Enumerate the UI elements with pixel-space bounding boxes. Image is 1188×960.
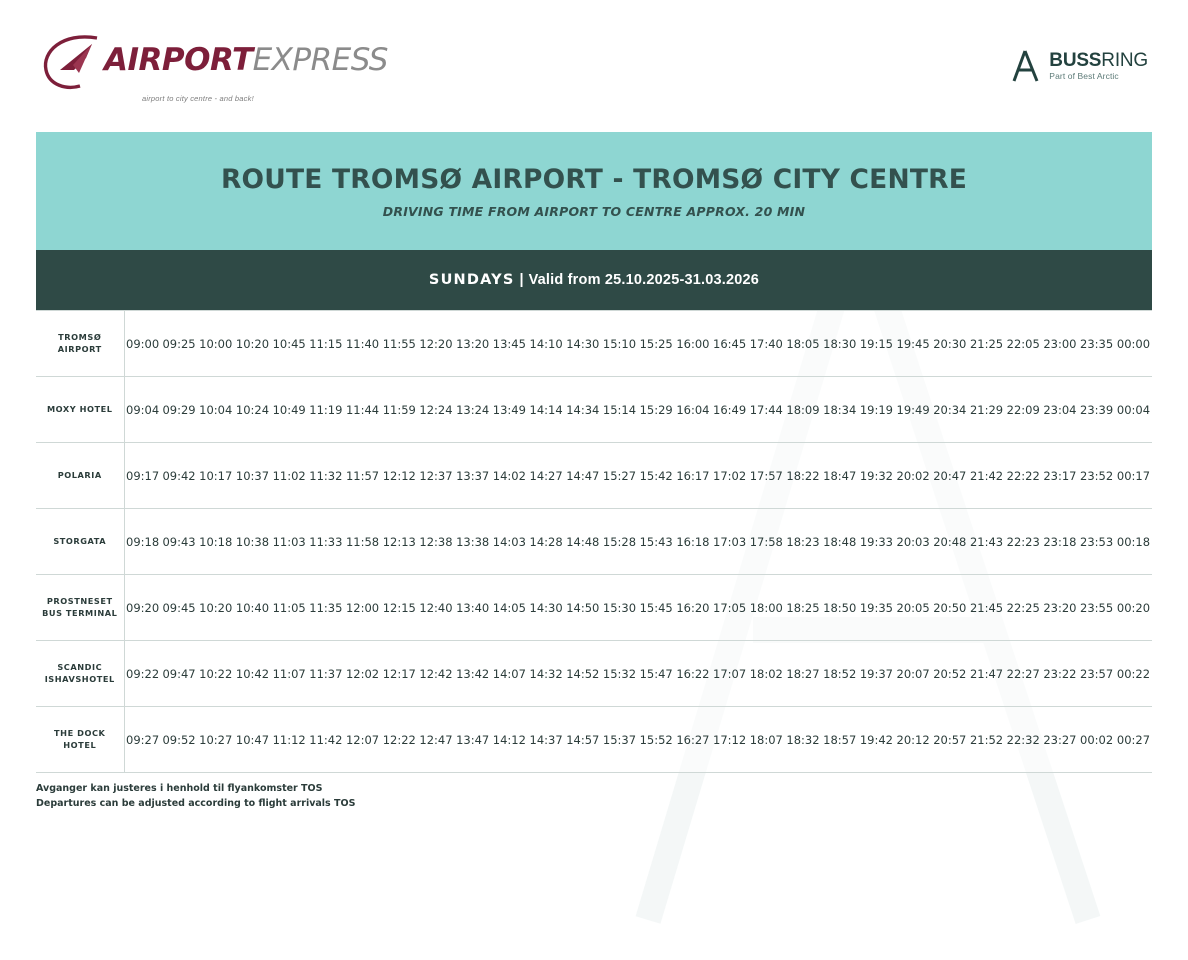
- footnote: [36, 782, 1152, 811]
- departure-time-cell: 15:10: [601, 311, 638, 377]
- departure-time-cell: 20:05: [895, 575, 932, 641]
- departure-time-cell: 17:57: [748, 443, 785, 509]
- departure-time-cell: 11:35: [308, 575, 345, 641]
- departure-time-cell: 21:29: [968, 377, 1005, 443]
- departure-time-cell: 17:03: [711, 509, 748, 575]
- departure-time-cell: 22:27: [1005, 641, 1042, 707]
- departure-time-cell: 22:09: [1005, 377, 1042, 443]
- departure-time-cell: 18:25: [785, 575, 822, 641]
- departure-time-cell: 11:12: [271, 707, 308, 773]
- departure-time-cell: 09:20: [124, 575, 161, 641]
- departure-time-cell: 13:45: [491, 311, 528, 377]
- departure-time-cell: 09:22: [124, 641, 161, 707]
- departure-time-cell: 00:20: [1115, 575, 1152, 641]
- bussring-name-bold: BUSS: [1049, 50, 1102, 72]
- departure-time-cell: 15:37: [601, 707, 638, 773]
- departure-time-cell: 16:49: [711, 377, 748, 443]
- departure-time-cell: 11:58: [344, 509, 381, 575]
- departure-time-cell: 11:15: [308, 311, 345, 377]
- departure-time-cell: 21:52: [968, 707, 1005, 773]
- departure-time-cell: 14:02: [491, 443, 528, 509]
- departure-time-cell: 19:42: [858, 707, 895, 773]
- departure-time-cell: 11:02: [271, 443, 308, 509]
- bussring-name-thin: RING: [1101, 50, 1148, 72]
- departure-time-cell: 23:27: [1042, 707, 1079, 773]
- departure-time-cell: 10:47: [234, 707, 271, 773]
- departure-time-cell: 14:10: [528, 311, 565, 377]
- departure-time-cell: 13:20: [454, 311, 491, 377]
- departure-time-cell: 18:05: [785, 311, 822, 377]
- departure-time-cell: 15:42: [638, 443, 675, 509]
- departure-time-cell: 14:03: [491, 509, 528, 575]
- departure-time-cell: 23:53: [1078, 509, 1115, 575]
- departure-time-cell: 11:03: [271, 509, 308, 575]
- departure-time-cell: 11:44: [344, 377, 381, 443]
- departure-time-cell: 15:29: [638, 377, 675, 443]
- departure-time-cell: 18:52: [821, 641, 858, 707]
- departure-time-cell: 20:48: [931, 509, 968, 575]
- departure-time-cell: 11:55: [381, 311, 418, 377]
- departure-time-cell: 15:32: [601, 641, 638, 707]
- logo-word-express: EXPRESS: [252, 42, 388, 78]
- a-mark-icon: [1011, 49, 1041, 83]
- departure-time-cell: 14:07: [491, 641, 528, 707]
- departure-time-cell: 09:52: [161, 707, 198, 773]
- departure-time-cell: 10:37: [234, 443, 271, 509]
- departure-time-cell: 15:14: [601, 377, 638, 443]
- departure-time-cell: 22:22: [1005, 443, 1042, 509]
- departure-time-cell: 12:42: [418, 641, 455, 707]
- departure-time-cell: 12:24: [418, 377, 455, 443]
- departure-time-cell: 09:04: [124, 377, 161, 443]
- table-row: [36, 707, 1152, 773]
- departure-time-cell: 15:52: [638, 707, 675, 773]
- departure-time-cell: 11:32: [308, 443, 345, 509]
- departure-time-cell: 00:18: [1115, 509, 1152, 575]
- departure-time-cell: 10:27: [197, 707, 234, 773]
- departure-time-cell: 14:50: [564, 575, 601, 641]
- table-row: [36, 575, 1152, 641]
- departure-time-cell: 23:52: [1078, 443, 1115, 509]
- departure-time-cell: 17:05: [711, 575, 748, 641]
- departure-time-cell: 14:57: [564, 707, 601, 773]
- departure-time-cell: 18:32: [785, 707, 822, 773]
- airport-express-logo: [40, 30, 388, 103]
- departure-time-cell: 16:18: [675, 509, 712, 575]
- departure-time-cell: 23:22: [1042, 641, 1079, 707]
- departure-time-cell: 09:29: [161, 377, 198, 443]
- departure-time-cell: 17:07: [711, 641, 748, 707]
- departure-time-cell: 12:38: [418, 509, 455, 575]
- departure-time-cell: 00:00: [1115, 311, 1152, 377]
- departure-time-cell: 18:22: [785, 443, 822, 509]
- departure-time-cell: 14:12: [491, 707, 528, 773]
- departure-time-cell: 14:34: [564, 377, 601, 443]
- departure-time-cell: 13:42: [454, 641, 491, 707]
- departure-time-cell: 11:05: [271, 575, 308, 641]
- departure-time-cell: 21:25: [968, 311, 1005, 377]
- departure-time-cell: 15:28: [601, 509, 638, 575]
- departure-time-cell: 10:49: [271, 377, 308, 443]
- departure-time-cell: 10:00: [197, 311, 234, 377]
- timetable-body: [36, 311, 1152, 773]
- departure-time-cell: 19:15: [858, 311, 895, 377]
- departure-time-cell: 00:02: [1078, 707, 1115, 773]
- departure-time-cell: 19:33: [858, 509, 895, 575]
- departure-time-cell: 12:40: [418, 575, 455, 641]
- table-row: [36, 641, 1152, 707]
- page-header: [36, 0, 1152, 132]
- stop-name-cell: SCANDIC ISHAVSHOTEL: [36, 641, 124, 707]
- departure-time-cell: 17:40: [748, 311, 785, 377]
- departure-time-cell: 14:37: [528, 707, 565, 773]
- departure-time-cell: 20:34: [931, 377, 968, 443]
- departure-time-cell: 21:42: [968, 443, 1005, 509]
- departure-time-cell: 16:04: [675, 377, 712, 443]
- departure-time-cell: 13:49: [491, 377, 528, 443]
- departure-time-cell: 18:57: [821, 707, 858, 773]
- departure-time-cell: 15:43: [638, 509, 675, 575]
- departure-time-cell: 00:27: [1115, 707, 1152, 773]
- stop-name-cell: POLARIA: [36, 443, 124, 509]
- departure-time-cell: 12:00: [344, 575, 381, 641]
- departure-time-cell: 13:40: [454, 575, 491, 641]
- departure-time-cell: 22:25: [1005, 575, 1042, 641]
- departure-time-cell: 10:18: [197, 509, 234, 575]
- departure-time-cell: 14:47: [564, 443, 601, 509]
- departure-time-cell: 12:12: [381, 443, 418, 509]
- departure-time-cell: 17:58: [748, 509, 785, 575]
- departure-time-cell: 09:17: [124, 443, 161, 509]
- departure-time-cell: 18:23: [785, 509, 822, 575]
- footnote-line-no: Avganger kan justeres i henhold til flyankomster TOS: [36, 783, 323, 794]
- validity-range: Valid from 25.10.2025-31.03.2026: [528, 272, 760, 288]
- departure-time-cell: 14:05: [491, 575, 528, 641]
- departure-time-cell: 23:20: [1042, 575, 1079, 641]
- departure-time-cell: 00:22: [1115, 641, 1152, 707]
- departure-time-cell: 10:20: [197, 575, 234, 641]
- departure-time-cell: 10:38: [234, 509, 271, 575]
- departure-time-cell: 19:45: [895, 311, 932, 377]
- logo-tagline: airport to city centre - and back!: [142, 93, 254, 103]
- departure-time-cell: 18:07: [748, 707, 785, 773]
- departure-time-cell: 23:17: [1042, 443, 1079, 509]
- departure-time-cell: 15:30: [601, 575, 638, 641]
- departure-time-cell: 10:20: [234, 311, 271, 377]
- departure-time-cell: 11:59: [381, 377, 418, 443]
- departure-time-cell: 17:02: [711, 443, 748, 509]
- departure-time-cell: 22:32: [1005, 707, 1042, 773]
- departure-time-cell: 23:18: [1042, 509, 1079, 575]
- departure-time-cell: 20:02: [895, 443, 932, 509]
- departure-time-cell: 18:30: [821, 311, 858, 377]
- departure-time-cell: 09:45: [161, 575, 198, 641]
- departure-time-cell: 10:45: [271, 311, 308, 377]
- stop-name-cell: STORGATA: [36, 509, 124, 575]
- departure-time-cell: 12:17: [381, 641, 418, 707]
- departure-time-cell: 10:22: [197, 641, 234, 707]
- departure-time-cell: 14:27: [528, 443, 565, 509]
- departure-time-cell: 16:45: [711, 311, 748, 377]
- departure-time-cell: 16:27: [675, 707, 712, 773]
- departure-time-cell: 16:00: [675, 311, 712, 377]
- departure-time-cell: 18:50: [821, 575, 858, 641]
- table-row: [36, 443, 1152, 509]
- departure-time-cell: 10:24: [234, 377, 271, 443]
- service-days: SUNDAYS: [428, 272, 515, 288]
- departure-time-cell: 16:20: [675, 575, 712, 641]
- departure-time-cell: 20:50: [931, 575, 968, 641]
- departure-time-cell: 15:27: [601, 443, 638, 509]
- departure-time-cell: 14:28: [528, 509, 565, 575]
- departure-time-cell: 09:47: [161, 641, 198, 707]
- departure-time-cell: 20:57: [931, 707, 968, 773]
- departure-time-cell: 13:24: [454, 377, 491, 443]
- departure-time-cell: 20:47: [931, 443, 968, 509]
- departure-time-cell: 18:27: [785, 641, 822, 707]
- departure-time-cell: 20:07: [895, 641, 932, 707]
- departure-time-cell: 14:32: [528, 641, 565, 707]
- departure-time-cell: 22:05: [1005, 311, 1042, 377]
- departure-time-cell: 13:37: [454, 443, 491, 509]
- departure-time-cell: 12:02: [344, 641, 381, 707]
- departure-time-cell: 12:15: [381, 575, 418, 641]
- departure-time-cell: 23:00: [1042, 311, 1079, 377]
- departure-time-cell: 18:34: [821, 377, 858, 443]
- logo-word-airport: AIRPORT: [104, 42, 253, 78]
- plane-swoosh-icon: [40, 30, 102, 92]
- departure-time-cell: 12:47: [418, 707, 455, 773]
- departure-time-cell: 09:27: [124, 707, 161, 773]
- departure-time-cell: 23:04: [1042, 377, 1079, 443]
- departure-time-cell: 17:44: [748, 377, 785, 443]
- departure-time-cell: 20:52: [931, 641, 968, 707]
- footnote-line-en: Departures can be adjusted according to flight arrivals TOS: [36, 797, 356, 809]
- departure-time-cell: 11:19: [308, 377, 345, 443]
- departure-time-cell: 11:40: [344, 311, 381, 377]
- departure-time-cell: 23:39: [1078, 377, 1115, 443]
- departure-time-cell: 19:49: [895, 377, 932, 443]
- departure-time-cell: 15:45: [638, 575, 675, 641]
- departure-time-cell: 11:57: [344, 443, 381, 509]
- departure-time-cell: 22:23: [1005, 509, 1042, 575]
- departure-time-cell: 15:47: [638, 641, 675, 707]
- departure-time-cell: 21:45: [968, 575, 1005, 641]
- departure-time-cell: 12:13: [381, 509, 418, 575]
- bussring-logo: [1011, 49, 1148, 83]
- departure-time-cell: 09:42: [161, 443, 198, 509]
- departure-time-cell: 13:47: [454, 707, 491, 773]
- route-title-band: [36, 132, 1152, 250]
- departure-time-cell: 18:47: [821, 443, 858, 509]
- validity-separator: |: [519, 272, 524, 288]
- departure-time-cell: 14:48: [564, 509, 601, 575]
- departure-time-cell: 18:09: [785, 377, 822, 443]
- departure-time-cell: 14:52: [564, 641, 601, 707]
- stop-name-cell: MOXY HOTEL: [36, 377, 124, 443]
- departure-time-cell: 00:17: [1115, 443, 1152, 509]
- departure-time-cell: 09:18: [124, 509, 161, 575]
- departure-time-cell: 12:37: [418, 443, 455, 509]
- departure-time-cell: 20:12: [895, 707, 932, 773]
- departure-time-cell: 12:07: [344, 707, 381, 773]
- table-row: [36, 377, 1152, 443]
- departure-time-cell: 18:02: [748, 641, 785, 707]
- departure-time-cell: 11:37: [308, 641, 345, 707]
- departure-time-cell: 23:35: [1078, 311, 1115, 377]
- departure-time-cell: 19:19: [858, 377, 895, 443]
- departure-time-cell: 20:30: [931, 311, 968, 377]
- departure-time-cell: 09:00: [124, 311, 161, 377]
- stop-name-cell: PROSTNESET BUS TERMINAL: [36, 575, 124, 641]
- validity-band: [36, 250, 1152, 310]
- table-row: [36, 311, 1152, 377]
- stop-name-cell: TROMSØ AIRPORT: [36, 311, 124, 377]
- departure-time-cell: 16:22: [675, 641, 712, 707]
- departure-time-cell: 19:35: [858, 575, 895, 641]
- departure-time-cell: 16:17: [675, 443, 712, 509]
- departure-time-cell: 09:25: [161, 311, 198, 377]
- departure-time-cell: 19:32: [858, 443, 895, 509]
- departure-time-cell: 10:04: [197, 377, 234, 443]
- departure-time-cell: 21:43: [968, 509, 1005, 575]
- departure-time-cell: 14:30: [528, 575, 565, 641]
- page-title: ROUTE TROMSØ AIRPORT - TROMSØ CITY CENTRE: [220, 163, 968, 195]
- departure-time-cell: 11:07: [271, 641, 308, 707]
- departure-time-cell: 12:20: [418, 311, 455, 377]
- table-row: [36, 509, 1152, 575]
- departure-time-cell: 20:03: [895, 509, 932, 575]
- departure-time-cell: 18:48: [821, 509, 858, 575]
- departure-time-cell: 14:30: [564, 311, 601, 377]
- departure-time-cell: 11:42: [308, 707, 345, 773]
- departure-time-cell: 19:37: [858, 641, 895, 707]
- departure-time-cell: 18:00: [748, 575, 785, 641]
- timetable: [36, 310, 1152, 773]
- departure-time-cell: 00:04: [1115, 377, 1152, 443]
- departure-time-cell: 12:22: [381, 707, 418, 773]
- departure-time-cell: 23:55: [1078, 575, 1115, 641]
- departure-time-cell: 11:33: [308, 509, 345, 575]
- stop-name-cell: THE DOCK HOTEL: [36, 707, 124, 773]
- page-subtitle: DRIVING TIME FROM AIRPORT TO CENTRE APPROX. 20 MIN: [382, 203, 806, 219]
- departure-time-cell: 23:57: [1078, 641, 1115, 707]
- departure-time-cell: 10:40: [234, 575, 271, 641]
- departure-time-cell: 17:12: [711, 707, 748, 773]
- bussring-subtitle: Part of Best Arctic: [1049, 71, 1119, 81]
- departure-time-cell: 21:47: [968, 641, 1005, 707]
- departure-time-cell: 14:14: [528, 377, 565, 443]
- departure-time-cell: 15:25: [638, 311, 675, 377]
- departure-time-cell: 10:17: [197, 443, 234, 509]
- departure-time-cell: 10:42: [234, 641, 271, 707]
- departure-time-cell: 13:38: [454, 509, 491, 575]
- departure-time-cell: 09:43: [161, 509, 198, 575]
